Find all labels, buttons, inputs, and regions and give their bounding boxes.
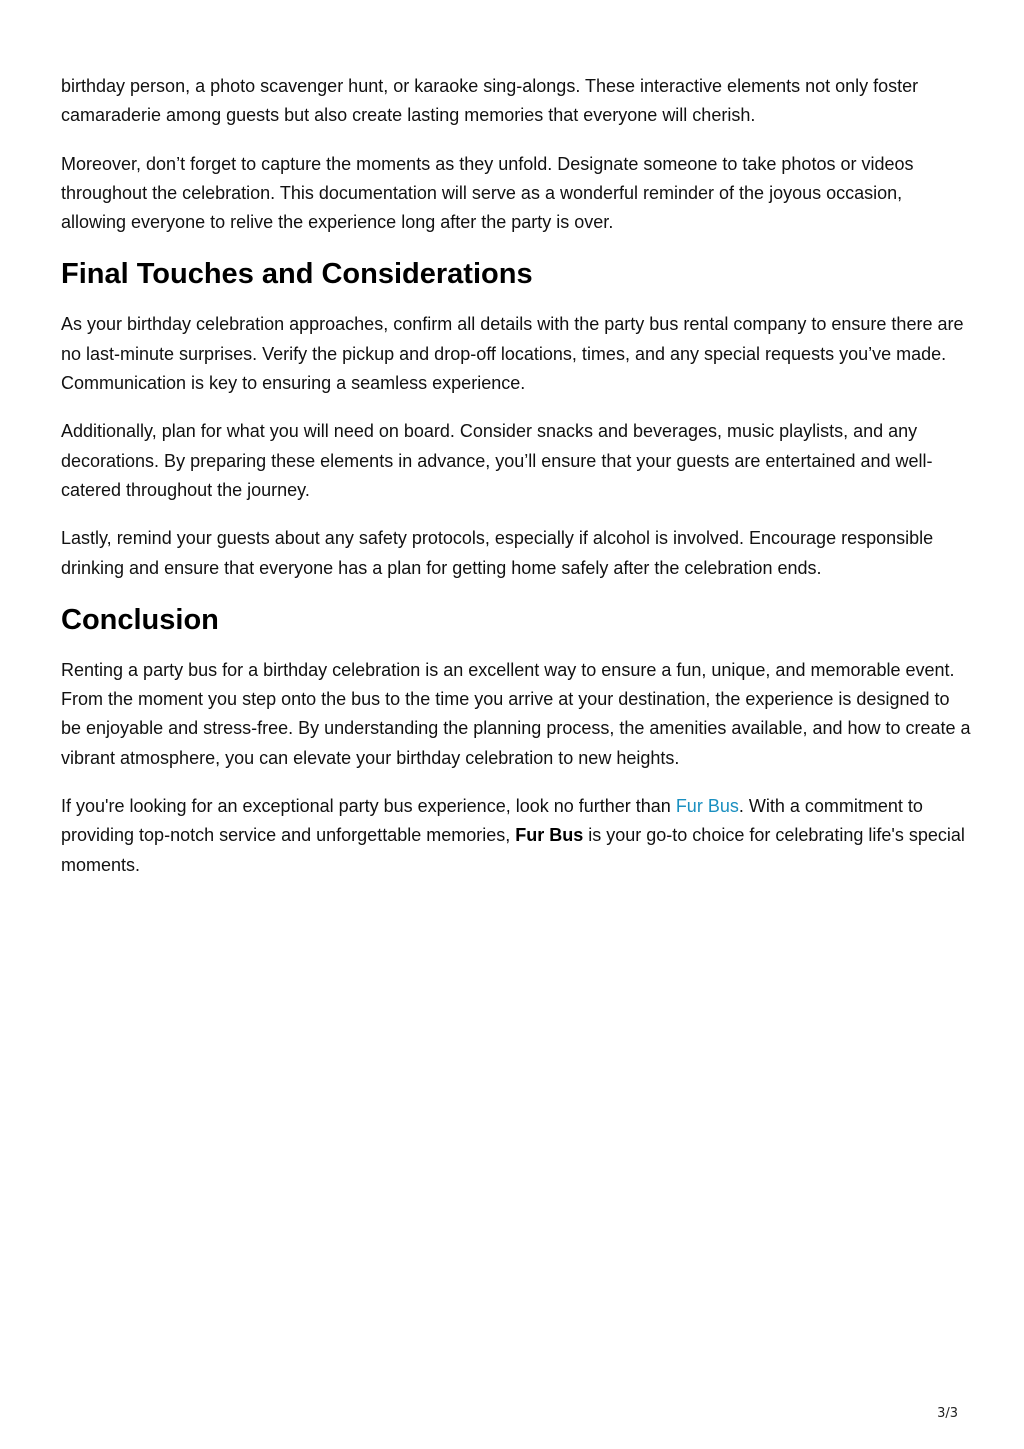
conclusion-paragraph-1: Renting a party bus for a birthday celebration is an excellent way to ensure a fun, unique, and memorable event. From the moment you step onto the bus to the time you arrive at your destination, the experience is designed to be enjoyable and stress-free. By understanding the planning process, the amenities available, and how to create a vibrant atmosphere, you can elevate your birthday celebration to new heights.: [61, 659, 971, 768]
document-page: [61, 72, 971, 899]
conclusion-heading: Conclusion: [61, 603, 219, 636]
fur-bus-link[interactable]: Fur Bus: [675, 796, 739, 817]
final-touches-paragraph-2: Additionally, plan for what you will need on board. Consider snacks and beverages, music playlists, and any decorations. By preparing these elements in advance, you’ll ensure that your guests are entertained and well-catered throughout the journey.: [61, 421, 933, 500]
final-touches-heading: Final Touches and Considerations: [61, 258, 533, 291]
page-number: 3/3: [937, 1406, 958, 1421]
conclusion-text-before-link: If you're looking for an exceptional party bus experience, look no further than: [61, 796, 676, 817]
conclusion-text-end: is your go-to choice for celebrating life's special moments.: [61, 825, 965, 875]
conclusion-text-after-link: . With a commitment to providing top-notch service and unforgettable memories,: [61, 796, 923, 846]
final-touches-paragraph-1: As your birthday celebration approaches, confirm all details with the party bus rental company to ensure there are no last-minute surprises. Verify the pickup and drop-off locations, times, and any special requests you’ve made. Communication is key to ensuring a seamless experience.: [61, 314, 964, 394]
final-touches-paragraph-3: Lastly, remind your guests about any safety protocols, especially if alcohol is involved. Encourage responsible drinking and ensure that everyone has a plan for getting home safely after the celebration ends.: [61, 528, 934, 578]
conclusion-paragraph-2: [61, 792, 971, 880]
fur-bus-bold: Fur Bus: [515, 825, 584, 846]
intro-paragraph-1: birthday person, a photo scavenger hunt, or karaoke sing-alongs. These interactive elements not only foster camaraderie among guests but also create lasting memories that everyone will cherish.: [61, 76, 919, 126]
intro-paragraph-2: Moreover, don’t forget to capture the moments as they unfold. Designate someone to take photos or videos throughout the celebration. This documentation will serve as a wonderful reminder of the joyous occasion, allowing everyone to relive the experience long after the party is over.: [61, 153, 914, 233]
